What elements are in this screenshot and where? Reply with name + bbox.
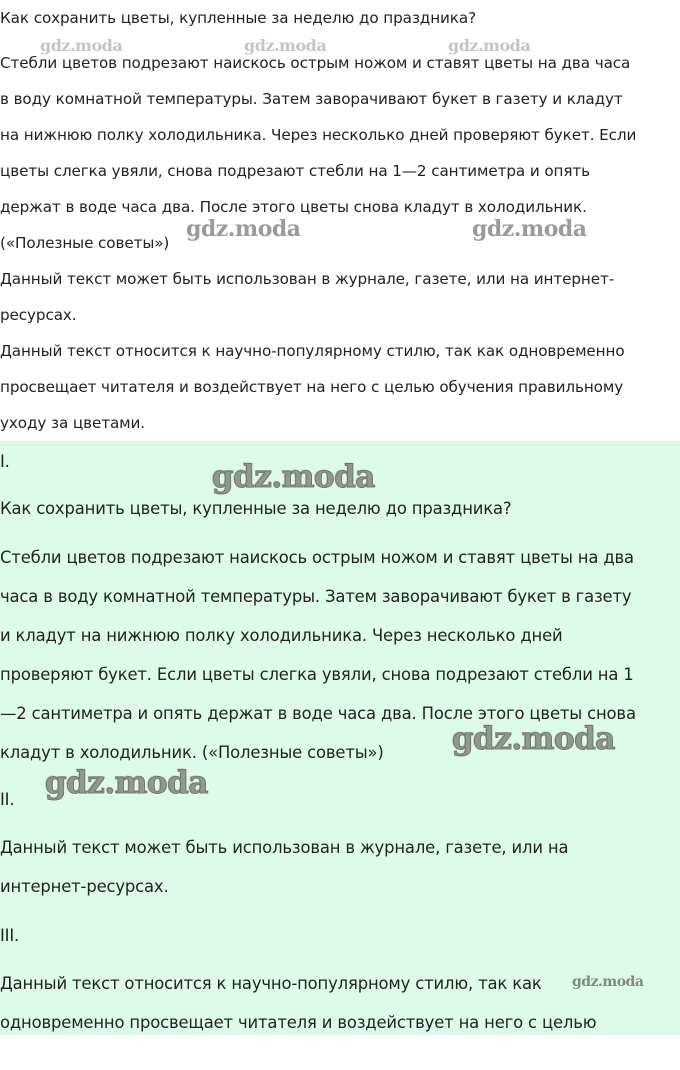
text-line: на нижнюю полку холодильника. Через несколько дней проверяют букет. Если <box>0 126 637 144</box>
text-line: цветы слегка увяли, снова подрезают стебли на 1—2 сантиметра и опять <box>0 162 590 180</box>
watermark: gdz.moda <box>448 36 531 55</box>
text-line: проверяют букет. Если цветы слегка увяли, снова подрезают стебли на 1 <box>0 665 634 684</box>
text-line: Данный текст может быть использован в журнале, газете, или на <box>0 838 569 857</box>
watermark: gdz.moda <box>244 36 327 55</box>
text-line: держат в воде часа два. После этого цветы снова кладут в холодильник. <box>0 198 587 216</box>
text-line: одновременно просвещает читателя и воздействует на него с целью <box>0 1013 597 1032</box>
text-line: Данный текст относится к научно-популярному стилю, так как <box>0 974 542 993</box>
text-line: («Полезные советы») <box>0 234 170 252</box>
watermark: gdz.moda <box>472 216 587 242</box>
text-line: Данный текст относится к научно-популярному стилю, так как одновременно <box>0 342 625 360</box>
text-line: Стебли цветов подрезают наискось острым ножом и ставят цветы на два часа <box>0 54 631 72</box>
text-line: в воду комнатной температуры. Затем заворачивают букет в газету и кладут <box>0 90 623 108</box>
text-line: —2 сантиметра и опять держат в воде часа два. После этого цветы снова <box>0 704 636 723</box>
watermark: gdz.moda <box>186 216 301 242</box>
text-line: Данный текст может быть использован в журнале, газете, или на интернет- <box>0 270 615 288</box>
text-line: Стебли цветов подрезают наискось острым ножом и ставят цветы на два <box>0 548 634 567</box>
text-line: интернет-ресурсах. <box>0 877 169 896</box>
question-line: Как сохранить цветы, купленные за неделю до праздника? <box>0 9 477 27</box>
watermark: gdz.moda <box>452 721 615 757</box>
text-line: просвещает читателя и воздействует на него с целью обучения правильному <box>0 378 624 396</box>
watermark: gdz.moda <box>572 974 644 990</box>
text-line: уходу за цветами. <box>0 414 146 432</box>
watermark: gdz.moda <box>45 765 208 801</box>
text-line: ресурсах. <box>0 306 77 324</box>
section-marker-3: III. <box>0 926 20 945</box>
text-line: и кладут на нижнюю полку холодильника. Через несколько дней <box>0 626 563 645</box>
watermark: gdz.moda <box>212 459 375 495</box>
section-marker-2: II. <box>0 790 15 809</box>
section-marker-1: I. <box>0 452 10 471</box>
text-line: часа в воду комнатной температуры. Затем заворачивают букет в газету <box>0 587 632 606</box>
text-line: кладут в холодильник. («Полезные советы») <box>0 743 384 762</box>
watermark: gdz.moda <box>40 36 123 55</box>
question-line: Как сохранить цветы, купленные за неделю до праздника? <box>0 499 512 518</box>
